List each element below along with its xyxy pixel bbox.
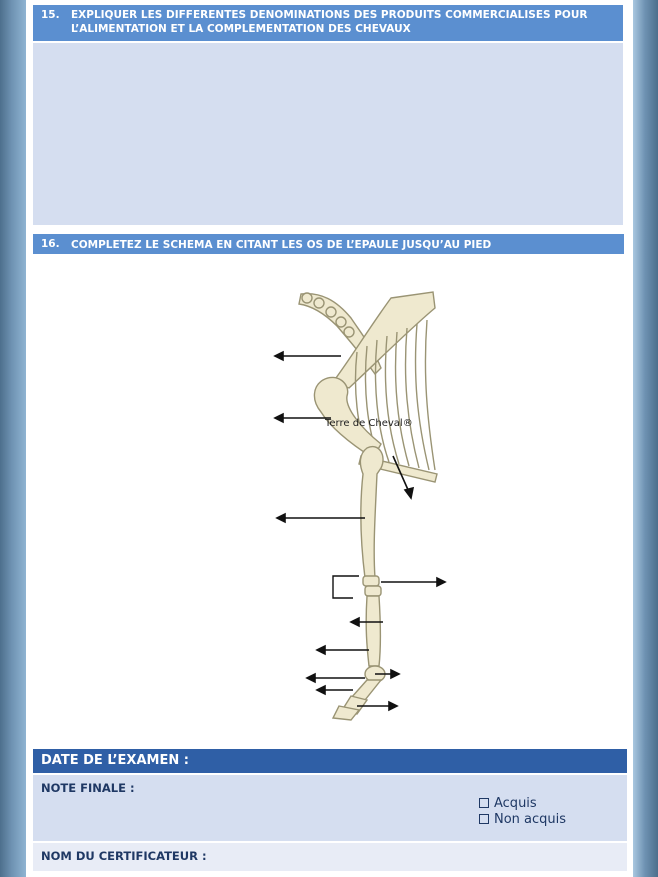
option-acquis[interactable] (479, 796, 537, 811)
question-15-text: EXPLIQUER LES DIFFERENTES DENOMINATIONS DES PRODUITS COMMERCIALISES POUR L’ALIMENTATION ET LA COMPLEMENTATION DES CHEVAUX (71, 9, 588, 35)
certifier-box[interactable] (33, 843, 627, 871)
question-15-header (33, 5, 623, 41)
question-16-text: COMPLETEZ LE SCHEMA EN CITANT LES OS DE L’EPAULE JUSQU’AU PIED (71, 239, 492, 251)
checkbox-icon[interactable] (479, 798, 489, 808)
exam-date-bar (33, 749, 627, 773)
final-grade-box (33, 775, 627, 841)
question-16-header (33, 234, 624, 254)
exam-date-label: DATE DE L’EXAMEN : (41, 753, 189, 768)
option-non-acquis[interactable] (479, 812, 566, 827)
certifier-label: NOM DU CERTIFICATEUR : (41, 849, 207, 863)
option-non-acquis-label: Non acquis (494, 812, 567, 827)
diagram-watermark: Terre de Cheval® (325, 418, 413, 429)
checkbox-icon[interactable] (479, 814, 489, 824)
horse-foreleg-skeleton-diagram (241, 288, 451, 728)
option-acquis-label: Acquis (494, 796, 537, 811)
question-16-number: 16. (41, 238, 60, 250)
final-grade-label: NOTE FINALE : (41, 781, 135, 795)
question-15-answer-box[interactable] (33, 43, 623, 225)
exam-page (26, 0, 633, 877)
question-15-number: 15. (41, 9, 60, 21)
